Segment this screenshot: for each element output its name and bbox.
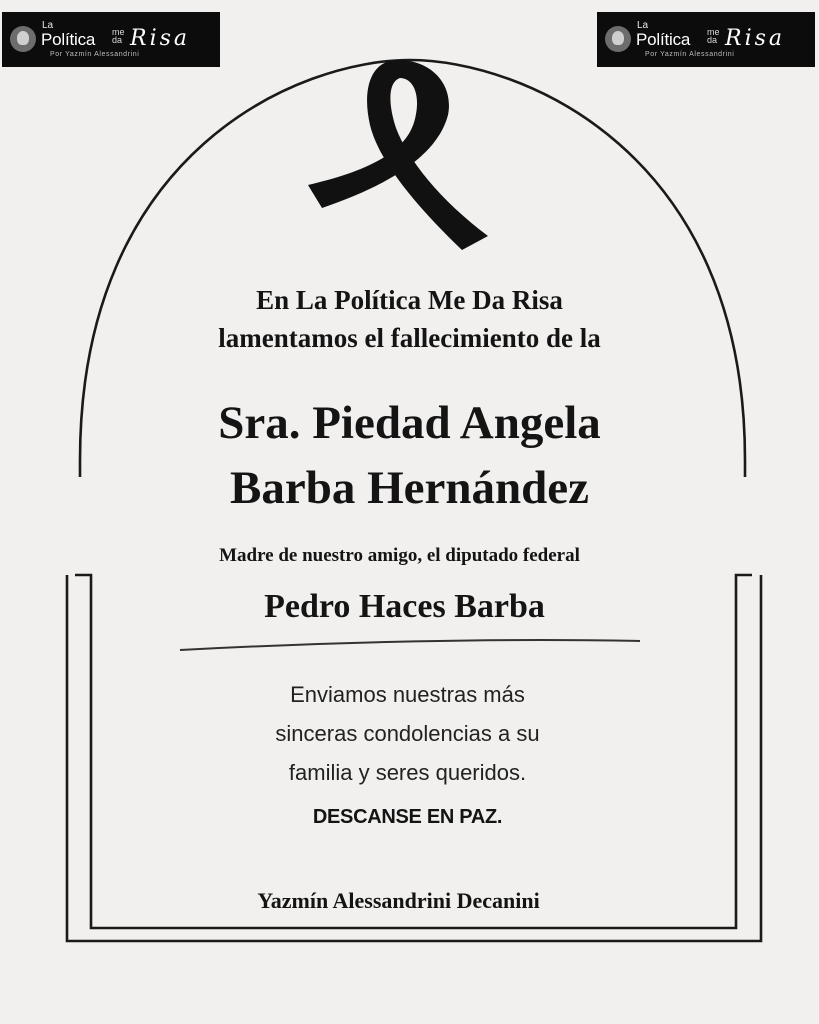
relation-text: Madre de nuestro amigo, el diputado federal <box>219 545 580 566</box>
deceased-name-line-1: Sra. Piedad Angela <box>218 397 601 449</box>
brand-logo-right <box>597 12 815 67</box>
intro-line-1: En La Política Me Da Risa <box>256 285 563 315</box>
logo-byline: Por Yazmín Alessandrini <box>50 51 140 58</box>
logo-risa: Risa <box>130 26 191 51</box>
logo-meda: me da <box>112 27 125 45</box>
rip-text: DESCANSE EN PAZ. <box>312 806 503 828</box>
condolence-text <box>0 675 817 792</box>
logo-risa: Risa <box>725 26 786 51</box>
face-icon <box>10 26 36 52</box>
intro-line-2: lamentamos el fallecimiento de la <box>218 323 601 353</box>
deceased-name <box>0 391 819 521</box>
signature: Yazmín Alessandrini Decanini <box>257 888 540 913</box>
brand-logo-left <box>2 12 220 67</box>
condolence-line-3: familia y seres queridos. <box>288 760 527 785</box>
condolence-line-1: Enviamos nuestras más <box>290 682 525 707</box>
intro-text <box>0 281 819 357</box>
son-name: Pedro Haces Barba <box>264 588 545 625</box>
logo-politica: Política <box>636 30 691 49</box>
logo-la: La <box>42 20 54 31</box>
mourning-ribbon-icon <box>300 50 500 255</box>
condolence-line-2: sinceras condolencias a su <box>275 721 540 746</box>
logo-byline: Por Yazmín Alessandrini <box>645 51 735 58</box>
logo-meda: me da <box>707 27 720 45</box>
logo-la: La <box>637 20 649 31</box>
face-icon <box>605 26 631 52</box>
logo-politica: Política <box>41 30 96 49</box>
deceased-name-line-2: Barba Hernández <box>229 462 590 514</box>
